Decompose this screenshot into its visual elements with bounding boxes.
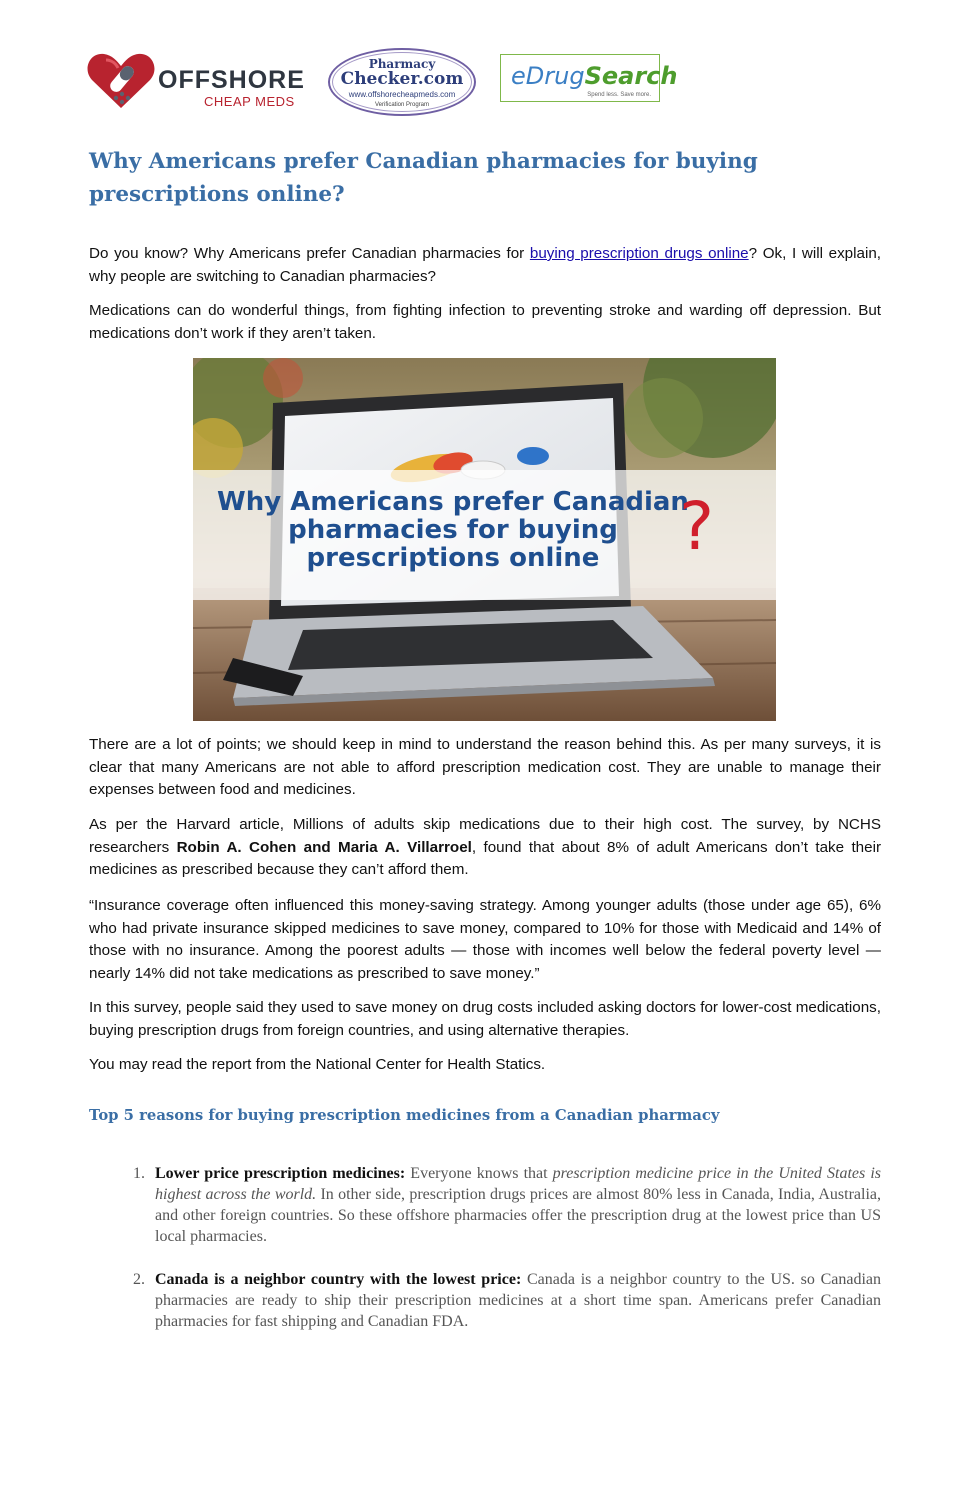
- hero-caption-line2: pharmacies for buying: [288, 515, 618, 545]
- intro-paragraph: Do you know? Why Americans prefer Canadian pharmacies for buying prescription drugs online? Ok, I will explain, why people are switching to Canadian pharmacies?: [89, 245, 881, 285]
- offshore-cheap-meds-logo[interactable]: [86, 50, 308, 108]
- pc-line1: Pharmacy: [368, 57, 436, 71]
- researchers-names: Robin A. Cohen and Maria A. Villarroel: [176, 838, 472, 856]
- pc-line4: Verification Program: [374, 102, 430, 108]
- reasons-heading: Top 5 reasons for buying prescription medicines from a Canadian pharmacy: [89, 1107, 720, 1124]
- paragraph-survey: In this survey, people said they used to save money on drug costs included asking doctors for lower-cost medications, buying prescription drugs from foreign countries, and using alternative therapies.: [89, 999, 881, 1039]
- hero-caption-line1: Why Americans prefer Canadian: [217, 487, 689, 517]
- edrugsearch-logo[interactable]: [500, 54, 678, 102]
- list-number: 2.: [133, 1271, 145, 1288]
- paragraph-report: You may read the report from the National Center for Health Statics.: [89, 1056, 546, 1073]
- list-item: 1. Lower price prescription medicines: Everyone knows that prescription medicine price in the United States is highest across the world. In other side, prescription drugs prices are almost 80% less in Canada, India, Australia, and other foreign countries. So these offshore pharmacies offer the prescription drug at the lowest price than US local pharmacies.: [133, 1165, 881, 1245]
- reason-lead: Canada is a neighbor country with the lowest price:: [155, 1271, 522, 1288]
- heart-pill-icon: [86, 50, 156, 112]
- pharmacy-checker-logo[interactable]: [328, 48, 476, 116]
- edrugsearch-tagline: Spend less. Save more.: [587, 92, 651, 98]
- paragraph-medications: Medications can do wonderful things, from fighting infection to preventing stroke and warding off depression. But medications don’t work if they aren’t taken.: [89, 302, 881, 342]
- question-mark-icon: ?: [679, 488, 715, 565]
- paragraph-points: There are a lot of points; we should keep in mind to understand the reason behind this. As per many surveys, it is clear that many Americans are not able to afford prescription medication cost. They are unable to manage their expenses between food and medicines.: [89, 736, 881, 798]
- edrugsearch-name: eDrugSearch: [511, 62, 678, 90]
- offshore-brand-name: OFFSHORE: [158, 66, 305, 94]
- paragraph-insurance-quote: “Insurance coverage often influenced this money-saving strategy. Among younger adults (those under age 65), 6% who had private insurance skipped medicines to save money, compared to 10% for those with Medicaid and 14% of those with no insurance. Among the poorest adults — those with incomes well below the federal poverty level — nearly 14% did not take medications as prescribed to save money.”: [89, 897, 881, 982]
- paragraph-harvard: As per the Harvard article, Millions of adults skip medications due to their high cost. The survey, by NCHS researchers Robin A. Cohen and Maria A. Villarroel, found that about 8% of adult Americans don’t take their medicines as prescribed because they can’t afford them.: [89, 816, 881, 878]
- hero-image: [193, 358, 776, 721]
- list-item: 2. Canada is a neighbor country with the lowest price: Canada is a neighbor country to the US. so Canadian pharmacies are ready to ship their prescription medicines at a short time span. Americans prefer Canadian pharmacies for fast shipping and Canadian FDA.: [133, 1271, 882, 1330]
- pc-line2: Checker.com: [340, 69, 464, 89]
- buying-prescription-drugs-link[interactable]: buying prescription drugs online: [529, 245, 749, 262]
- hero-caption-line3: prescriptions online: [306, 543, 600, 573]
- reason-lead: Lower price prescription medicines:: [155, 1165, 406, 1182]
- pc-line3: www.offshorecheapmeds.com: [348, 90, 456, 99]
- logo-bar: [86, 44, 686, 122]
- offshore-tagline: CHEAP MEDS: [204, 94, 295, 109]
- list-number: 1.: [133, 1165, 145, 1182]
- page-title: Why Americans prefer Canadian pharmacies for buying prescriptions online?: [89, 149, 758, 207]
